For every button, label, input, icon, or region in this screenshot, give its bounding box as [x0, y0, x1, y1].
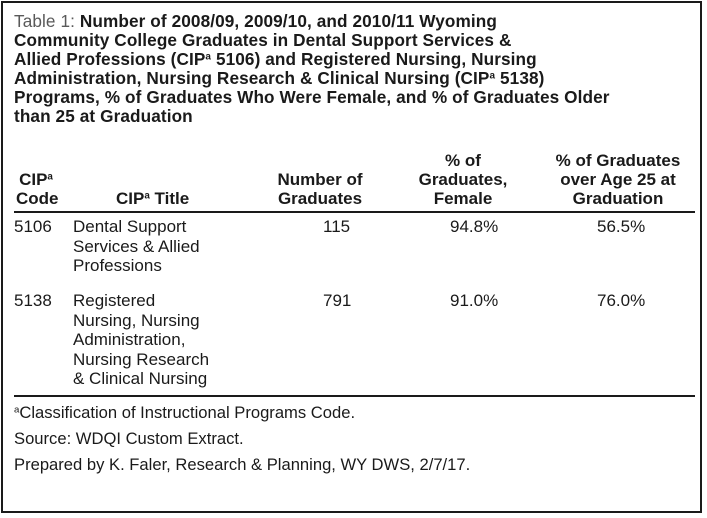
- row-2-over25: 76.0%: [597, 291, 646, 310]
- row-1-over25: 56.5%: [597, 217, 646, 236]
- row-1-female: 94.8%: [450, 217, 499, 236]
- row-1-number: 115: [323, 217, 351, 236]
- row-2-title: Registered Nursing, Nursing Administration, Nursing Research & Clinical Nursing: [73, 291, 210, 388]
- header-percent-over-25: % of Graduates over Age 25 at Graduation: [555, 151, 681, 208]
- header-cip-code: CIP$^a$ Code: [16, 170, 59, 208]
- footnote-cip: $^a$Classification of Instructional Programs Code.: [14, 403, 356, 422]
- table-title: Table 1: Number of 2008/09, 2009/10, and 2010/11 Wyoming Community College Graduates in Dental Support Services & Allied Professions (CIP$^a$ 5106) and Registered Nursing, Nursing Administration, Nursing Research & Clinical Nursing (CIP$^a$ 5138) Programs, % of Graduates Who Were Female, and % of Graduates Older than 25 at Graduation: [14, 11, 610, 126]
- row-2-number: 791: [323, 291, 352, 310]
- table-frame: [1, 1, 702, 513]
- row-2-female: 91.0%: [450, 291, 499, 310]
- header-number-of-graduates: Number of Graduates: [277, 170, 363, 208]
- header-rule: [14, 211, 695, 213]
- footer-rule: [14, 395, 695, 397]
- row-1-title: Dental Support Services & Allied Professions: [73, 217, 200, 275]
- header-percent-female: % of Graduates, Female: [418, 151, 508, 208]
- footnote-source: Source: WDQI Custom Extract.: [14, 429, 244, 448]
- row-1-code: 5106: [14, 217, 52, 236]
- row-2-code: 5138: [14, 291, 52, 310]
- table-number: Table 1:: [14, 11, 75, 31]
- footnote-prepared: Prepared by K. Faler, Research & Planning, WY DWS, 2/7/17.: [14, 455, 471, 474]
- header-cip-title: CIP$^a$ Title: [116, 189, 190, 208]
